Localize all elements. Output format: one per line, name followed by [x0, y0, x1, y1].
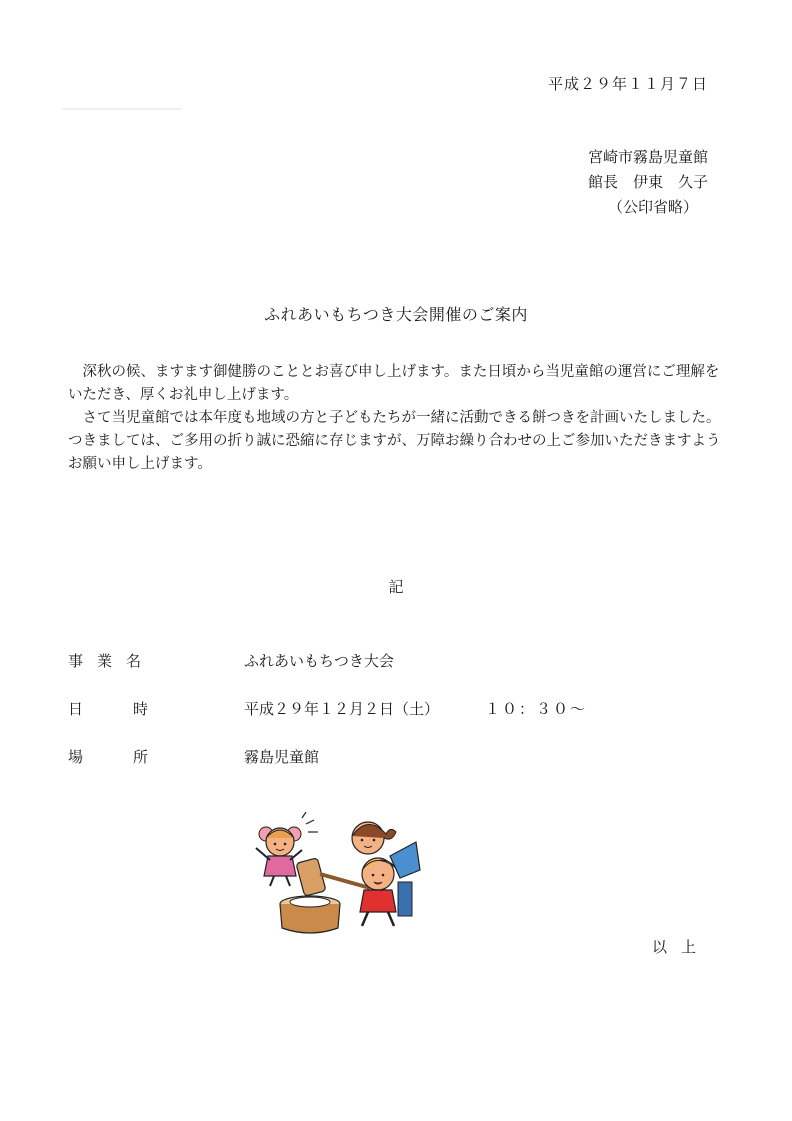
datetime-label: 日時 [68, 700, 199, 718]
detail-row-event [68, 650, 394, 671]
body-paragraph: 深秋の候、ますます御健勝のこととお喜び申し上げます。また日頃から当児童館の運営にご理解をいただき、厚くお礼申し上げます。 [68, 364, 720, 403]
event-value: ふれあいもちつき大会 [244, 652, 394, 670]
document-title: ふれあいもちつき大会開催のご案内 [264, 305, 528, 324]
mochitsuki-illustration [240, 812, 430, 938]
detail-row-datetime [68, 698, 587, 719]
detail-row-place [68, 746, 319, 767]
body-paragraph: さて当児童館では本年度も地域の方と子どもたちが一緒に活動できる餅つきを計画いたしました。 [68, 410, 721, 426]
document-date: 平成２９年１１月７日 [547, 75, 708, 93]
sender-name: 館長 伊東 久子 [587, 173, 708, 191]
place-label: 場所 [68, 748, 199, 766]
event-label: 事業名 [68, 652, 156, 670]
sender-block [588, 145, 708, 220]
seal-note: （公印省略） [607, 198, 698, 216]
body-paragraph: つきましては、ご多用の折り誠に恐縮に存じますが、万障お繰り合わせの上ご参加いただきますようお願い申し上げます。 [68, 433, 721, 472]
usu-mortar [280, 896, 340, 933]
closing-ijo: 以上 [651, 938, 710, 956]
datetime-value: 平成２９年１２月２日（土） [244, 700, 440, 718]
time-value: １０：３０～ [485, 700, 588, 718]
body-text [68, 361, 724, 476]
scan-smudge [62, 108, 182, 110]
ki-heading: 記 [388, 578, 404, 596]
place-value: 霧島児童館 [244, 748, 320, 766]
kine-mallet [296, 858, 370, 897]
sender-organization: 宮崎市霧島児童館 [587, 148, 708, 166]
mother-and-child-figures [352, 822, 420, 926]
